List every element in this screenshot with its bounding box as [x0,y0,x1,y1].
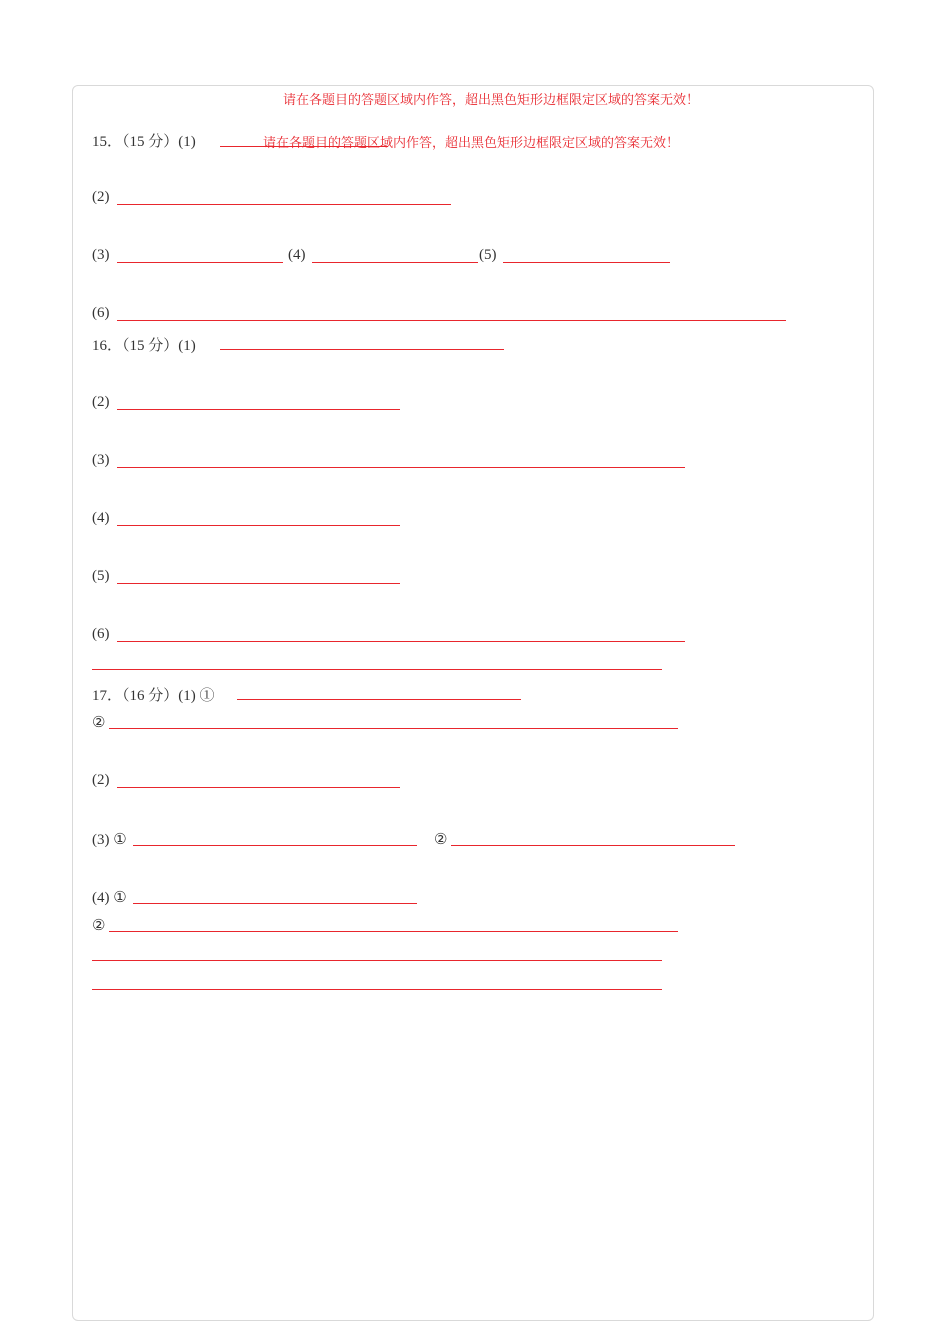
q15-part3-blank[interactable] [117,262,283,263]
q16-score: （15 分） [122,338,179,354]
q17-part4-blank-3[interactable] [92,960,662,961]
q15-part4-label: (4) [288,247,306,263]
q15-part3-label: (3) [92,247,110,263]
q17-part3-blank-2[interactable] [451,845,735,846]
q16-part1-label: (1) [178,338,196,354]
q16-part1-blank[interactable] [220,349,504,350]
q17-part1-circle-2: ② [92,715,106,731]
q15-part5-label: (5) [479,247,497,263]
q16-part6-blank[interactable] [117,641,685,642]
q16-part2-label: (2) [92,394,110,410]
q17-label [92,684,215,705]
region-warning-top: 请在各题目的答题区域内作答，超出黑色矩形边框限定区域的答案无效！ [283,92,700,107]
region-warning-inline: 请在各题目的答题区域内作答，超出黑色矩形边框限定区域的答案无效！ [263,135,680,150]
q16-number: 16． [92,338,123,354]
q15-number: 15． [92,134,123,150]
q16-part4-blank[interactable] [117,525,400,526]
q15-part6-label: (6) [92,305,110,321]
q16-part6-label: (6) [92,626,110,642]
q16-part6-blank-continued[interactable] [92,669,662,670]
q15-part5-blank[interactable] [503,262,670,263]
q16-part5-blank[interactable] [117,583,400,584]
q17-part4-label: (4) ① [92,890,127,906]
q17-part2-label: (2) [92,772,110,788]
q16-label [92,334,196,355]
q15-part2-label: (2) [92,189,110,205]
q15-part1-label: (1) [178,134,196,150]
q16-part4-label: (4) [92,510,110,526]
q17-part3-label: (3) ① [92,832,127,848]
q17-part4-circle-2: ② [92,918,106,934]
q17-part4-blank-1[interactable] [133,903,417,904]
q17-part3-blank-1[interactable] [133,845,417,846]
q15-label [92,130,196,151]
q17-part1-blank-1[interactable] [237,699,521,700]
q17-part1-label: (1) [178,688,196,704]
q15-part4-blank[interactable] [312,262,478,263]
q16-part3-label: (3) [92,452,110,468]
q15-part6-blank[interactable] [117,320,786,321]
q16-part3-blank[interactable] [117,467,685,468]
q17-part1-circle-1: ① [199,688,215,704]
q15-score: （15 分） [122,134,179,150]
q17-number: 17． [92,688,123,704]
q17-part1-blank-2[interactable] [109,728,678,729]
q15-part2-blank[interactable] [117,204,451,205]
q17-part3-circle-2: ② [434,832,448,848]
q17-part4-circle-1: ① [113,890,127,906]
q17-part3-circle-1: ① [113,832,127,848]
q17-part4-blank-2[interactable] [109,931,678,932]
q16-part2-blank[interactable] [117,409,400,410]
q17-part2-blank[interactable] [117,787,400,788]
q17-part4-blank-4[interactable] [92,989,662,990]
q17-score: （16 分） [122,688,179,704]
q16-part5-label: (5) [92,568,110,584]
